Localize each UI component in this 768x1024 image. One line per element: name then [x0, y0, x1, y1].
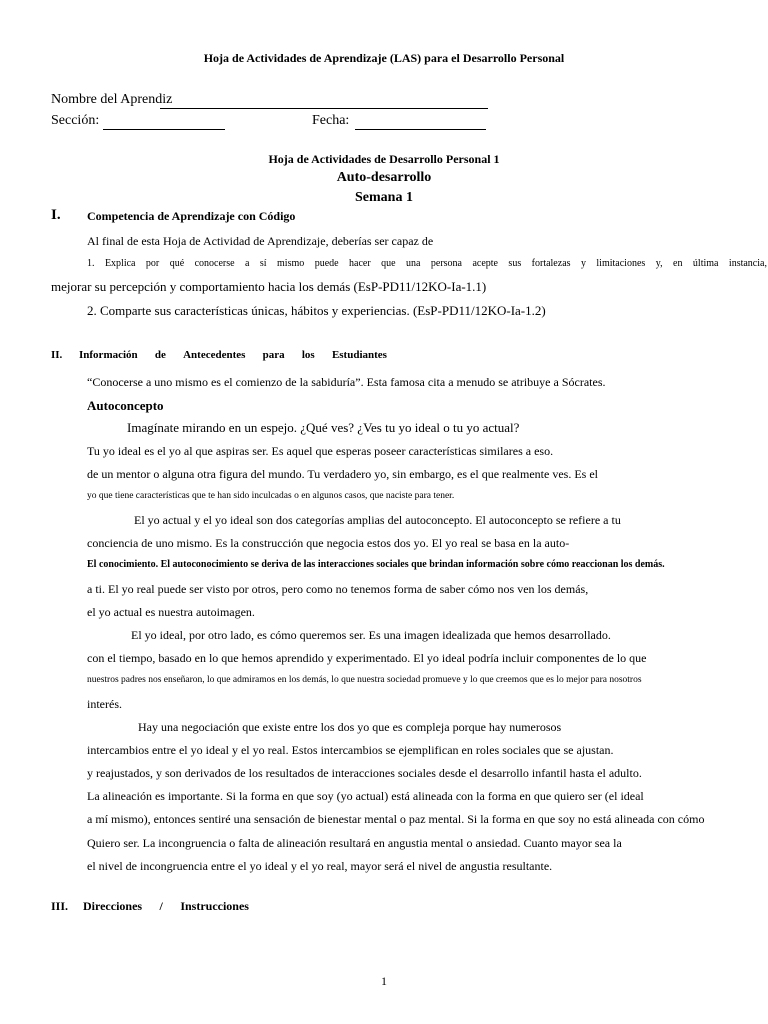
section-3-number: III.	[51, 899, 69, 913]
learner-name-label: Nombre del Aprendiz	[51, 92, 173, 107]
date-label: Fecha:	[312, 113, 350, 128]
competency-item-1-word: que	[381, 258, 396, 269]
competency-item-1-word: persona	[430, 258, 462, 269]
section-1-intro: Al final de esta Hoja de Actividad de Aprendizaje, deberías ser capaz de	[87, 234, 434, 248]
paragraph-line: con el tiempo, basado en lo que hemos aprendido y experimentado. El yo ideal podría incluir componentes de lo que	[87, 651, 647, 665]
paragraph-line: El yo actual y el yo ideal son dos categorías amplias del autoconcepto. El autoconcepto se refiere a tu	[134, 513, 621, 527]
paragraph-line: intercambios entre el yo ideal y el yo real. Estos intercambios se ejemplifican en roles sociales que se ajustan.	[87, 743, 614, 757]
competency-item-1-word: mismo	[277, 258, 305, 269]
section-3-heading	[83, 899, 249, 914]
competency-item-1-word: instancia,	[728, 258, 767, 269]
paragraph-line: Imagínate mirando en un espejo. ¿Qué ves? ¿Ves tu yo ideal o tu yo actual?	[127, 420, 520, 435]
paragraph-line: el nivel de incongruencia entre el yo ideal y el yo real, mayor será el nivel de angustia resultante.	[87, 859, 553, 873]
socrates-quote: “Conocerse a uno mismo es el comienzo de la sabiduría”. Esta famosa cita a menudo se atribuye a Sócrates.	[87, 375, 606, 389]
competency-item-1-word: una	[406, 258, 421, 269]
section-3-heading-word: Instrucciones	[180, 899, 249, 913]
section-3-heading-word: Direcciones	[83, 899, 143, 913]
competency-item-1-word: puede	[314, 258, 339, 269]
section-1-number: I.	[51, 207, 61, 223]
learner-name-field[interactable]	[160, 108, 488, 109]
paragraph-line: El yo ideal, por otro lado, es cómo queremos ser. Es una imagen idealizada que hemos desarrollado.	[131, 628, 611, 642]
week-title: Semana 1	[355, 190, 413, 205]
paragraph-line: interés.	[87, 697, 122, 711]
competency-item-1-word: fortalezas	[531, 258, 571, 269]
paragraph-line: Hay una negociación que existe entre los dos yo que es compleja porque hay numerosos	[138, 720, 562, 734]
competency-item-1	[87, 258, 767, 269]
competency-item-1-word: conocerse	[194, 258, 235, 269]
paragraph-line: conciencia de uno mismo. Es la construcción que negocia estos dos yo. El yo real se basa en la auto-	[87, 536, 570, 550]
sheet-title: Hoja de Actividades de Desarrollo Personal 1	[268, 152, 500, 166]
competency-item-1-word: 1.	[87, 258, 95, 269]
paragraph-line: El conocimiento. El autoconocimiento se deriva de las interacciones sociales que brindan información sobre cómo reaccionan los demás.	[87, 559, 665, 570]
section-field[interactable]	[103, 129, 225, 130]
competency-item-1-word: y	[580, 258, 586, 269]
paragraph-line: yo que tiene características que te han sido inculcadas o en algunos casos, que naciste para tener.	[87, 491, 455, 501]
competency-item-1-word: sus	[508, 258, 522, 269]
competency-item-1-word: limitaciones	[596, 258, 646, 269]
section-2-heading	[79, 349, 387, 361]
paragraph-line: La alineación es importante. Si la forma en que soy (yo actual) está alineada con la forma en que quiero ser (el ideal	[87, 789, 644, 803]
competency-item-1-word: hacer	[349, 258, 371, 269]
competency-item-1-word: última	[692, 258, 719, 269]
section-2-heading-word: para	[262, 349, 285, 361]
paragraph-line: a mí mismo), entonces sentiré una sensación de bienestar mental o paz mental. Si la forma en que soy no está alineada con cómo	[87, 812, 705, 826]
paragraph-line: el yo actual es nuestra autoimagen.	[87, 605, 255, 619]
section-2-heading-word: de	[154, 349, 166, 361]
paragraph-line: nuestros padres nos enseñaron, lo que admiramos en los demás, lo que nuestra sociedad promueve y lo que creemos que es lo mejor para nosotros	[87, 675, 642, 685]
section-2-heading-word: Antecedentes	[183, 349, 246, 361]
paragraph-line: de un mentor o alguna otra figura del mundo. Tu verdadero yo, sin embargo, es el que realmente ves. Es el	[87, 467, 598, 481]
competency-item-1-word: a	[245, 258, 250, 269]
section-label: Sección:	[51, 113, 100, 128]
competency-item-1-word: acepte	[472, 258, 498, 269]
paragraph-line: Quiero ser. La incongruencia o falta de alineación resultará en angustia mental o ansiedad. Cuanto mayor sea la	[87, 836, 622, 850]
section-2-heading-word: los	[301, 349, 315, 361]
competency-item-2: 2. Comparte sus características únicas, hábitos y experiencias. (EsP-PD11/12KO-Ia-1.2)	[87, 303, 546, 318]
competency-item-1-continued: mejorar su percepción y comportamiento hacia los demás (EsP-PD11/12KO-Ia-1.1)	[51, 279, 487, 294]
competency-item-1-word: por	[145, 258, 160, 269]
paragraph-line: a ti. El yo real puede ser visto por otros, pero como no tenemos forma de saber cómo nos ven los demás,	[87, 582, 589, 596]
page-number: 1	[381, 974, 387, 988]
competency-item-1-word: y,	[655, 258, 663, 269]
paragraph-line: Tu yo ideal es el yo al que aspiras ser. Es aquel que esperas poseer características similares a eso.	[87, 444, 554, 458]
date-field[interactable]	[355, 129, 486, 130]
document-header-title: Hoja de Actividades de Aprendizaje (LAS) para el Desarrollo Personal	[203, 51, 565, 65]
section-2-number: II.	[51, 349, 63, 361]
competency-item-1-word: en	[673, 258, 683, 269]
competency-item-1-word: qué	[169, 258, 185, 269]
topic-title: Auto-desarrollo	[336, 170, 432, 185]
section-2-heading-word: Información	[79, 349, 138, 361]
competency-item-1-word: sí	[259, 258, 267, 269]
competency-item-1-word: Explica	[104, 258, 136, 269]
self-concept-subheading: Autoconcepto	[87, 398, 164, 413]
section-2-heading-word: Estudiantes	[331, 349, 387, 361]
paragraph-line: y reajustados, y son derivados de los resultados de interacciones sociales desde el desarrollo infantil hasta el adulto.	[87, 766, 642, 780]
section-1-heading: Competencia de Aprendizaje con Código	[87, 209, 296, 223]
section-3-heading-word: /	[159, 899, 163, 913]
